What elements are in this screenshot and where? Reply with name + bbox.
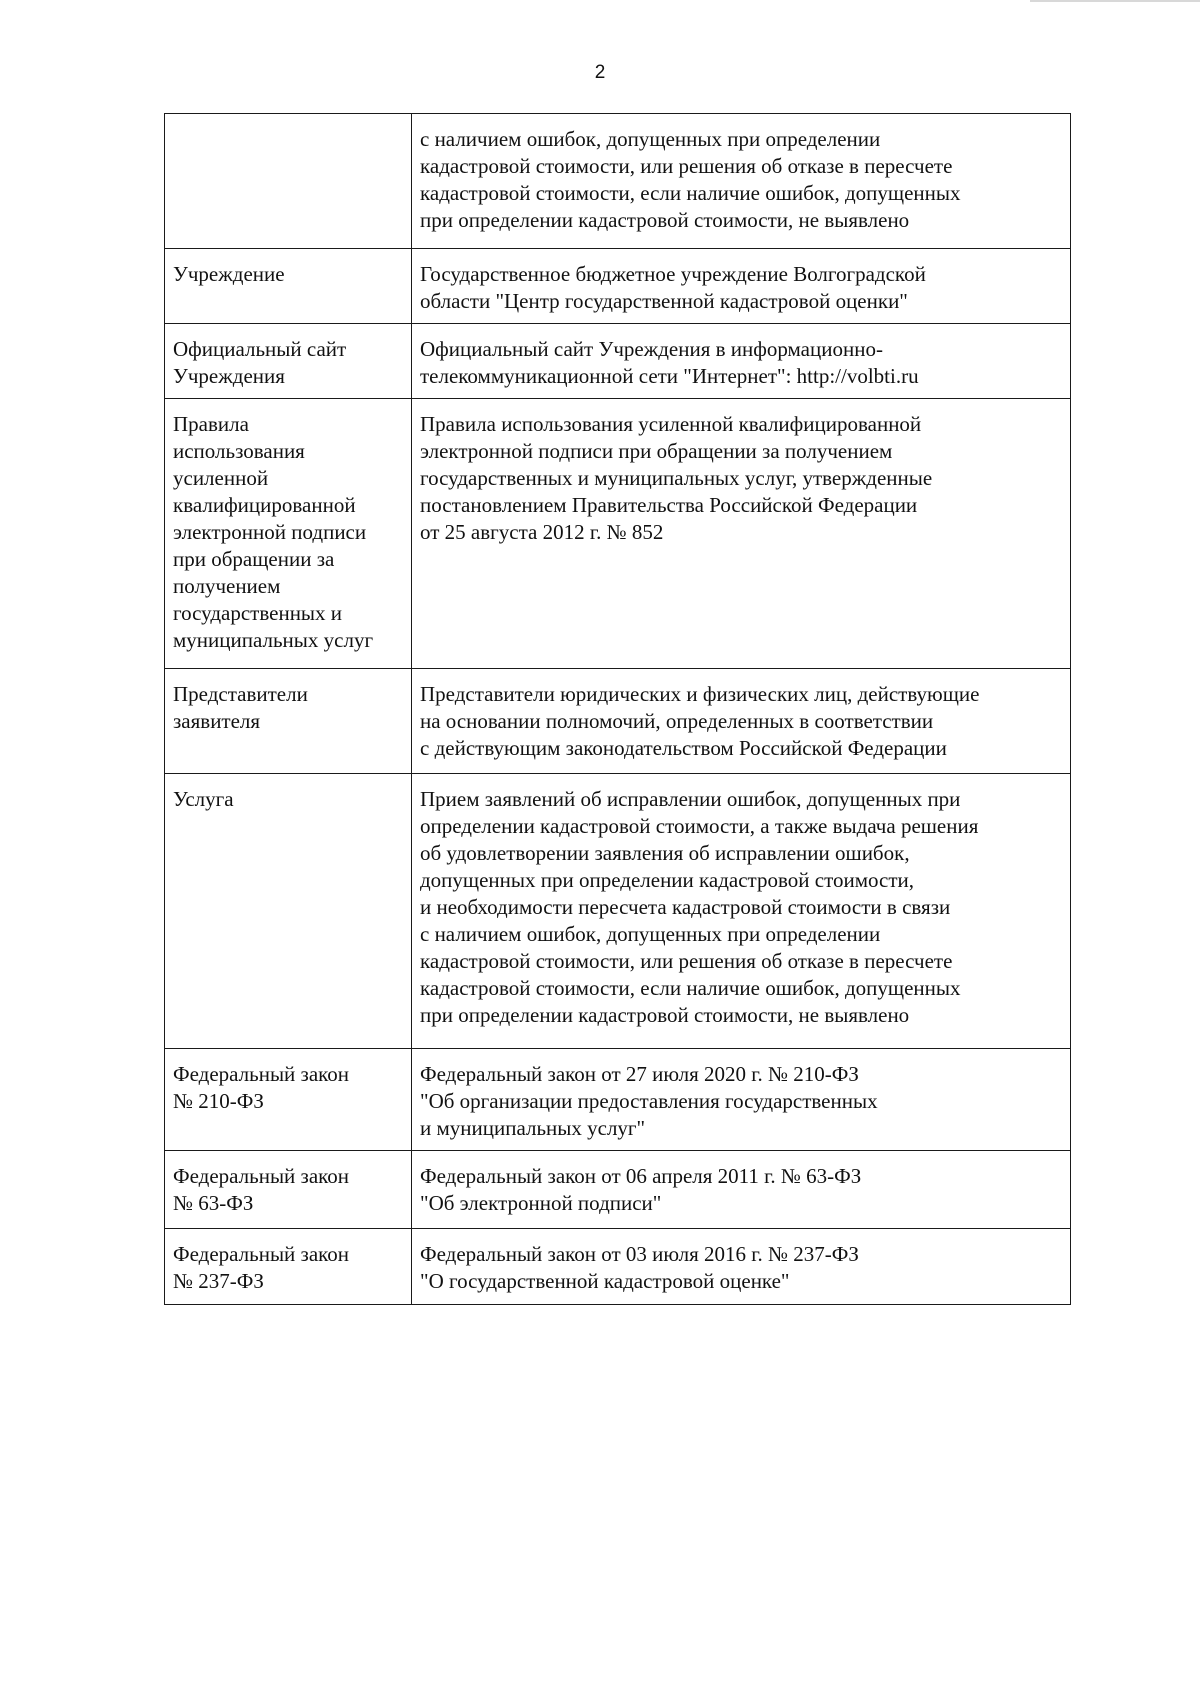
definition-cell: Правила использования усиленной квалифицированной электронной подписи при обращении за получением государственных и муниципальных услуг, утвержденные постановлением Правительства Российской Федерации от 25 августа 2012 г. № 852 [412,399,1071,669]
definition-cell: с наличием ошибок, допущенных при определении кадастровой стоимости, или решения об отказе в пересчете кадастровой стоимости, если наличие ошибок, допущенных при определении кадастровой стоимости, не выявлено [412,114,1071,249]
term-cell [165,114,412,249]
term-cell: Правила использования усиленной квалифицированной электронной подписи при обращении за получением государственных и муниципальных услуг [165,399,412,669]
page-number: 2 [594,62,606,83]
table-row [165,1151,1071,1229]
term-cell: Федеральный закон № 63-ФЗ [165,1151,412,1229]
definition-cell: Федеральный закон от 03 июля 2016 г. № 237-ФЗ "О государственной кадастровой оценке" [412,1229,1071,1305]
table-row [165,1229,1071,1305]
table-row [165,399,1071,669]
definition-cell: Государственное бюджетное учреждение Волгоградской области "Центр государственной кадастровой оценки" [412,249,1071,324]
definition-cell: Федеральный закон от 06 апреля 2011 г. № 63-ФЗ "Об электронной подписи" [412,1151,1071,1229]
definition-cell: Представители юридических и физических лиц, действующие на основании полномочий, определенных в соответствии с действующим законодательством Российской Федерации [412,669,1071,774]
table-row [165,774,1071,1049]
definition-cell: Прием заявлений об исправлении ошибок, допущенных при определении кадастровой стоимости, а также выдача решения об удовлетворении заявления об исправлении ошибок, допущенных при определении кадастровой стоимости, и необходимости пересчета кадастровой стоимости в связи с наличием ошибок, допущенных при определении кадастровой стоимости, или решения об отказе в пересчете кадастровой стоимости, если наличие ошибок, допущенных при определении кадастровой стоимости, не выявлено [412,774,1071,1049]
definition-cell: Федеральный закон от 27 июля 2020 г. № 210-ФЗ "Об организации предоставления государственных и муниципальных услуг" [412,1049,1071,1151]
table-row [165,324,1071,399]
scan-edge-line [1030,0,1200,8]
term-cell: Официальный сайт Учреждения [165,324,412,399]
term-cell: Учреждение [165,249,412,324]
table-row [165,114,1071,249]
table-row [165,249,1071,324]
term-cell: Услуга [165,774,412,1049]
term-cell: Федеральный закон № 210-ФЗ [165,1049,412,1151]
term-cell: Федеральный закон № 237-ФЗ [165,1229,412,1305]
table-row [165,1049,1071,1151]
definition-cell: Официальный сайт Учреждения в информационно- телекоммуникационной сети "Интернет": http://volbti.ru [412,324,1071,399]
table-row [165,669,1071,774]
term-cell: Представители заявителя [165,669,412,774]
definitions-table [164,113,1071,1305]
